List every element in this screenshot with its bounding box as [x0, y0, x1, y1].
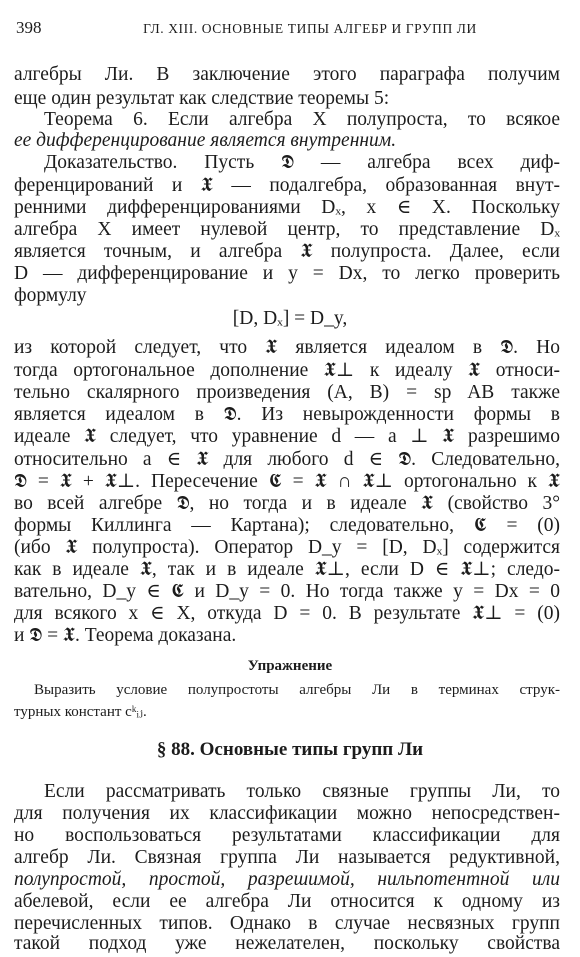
text-line: из которой следует, что 𝖃 является идеалом в 𝕯. Но	[14, 337, 560, 358]
text-line: ференцирований и 𝖃 — подалгебра, образованная внут-	[14, 175, 560, 196]
theorem-line: ее дифференцирование является внутренним.	[14, 130, 397, 151]
exercise-line: Выразить условие полупростоты алгебры Ли в терминах струк-	[34, 682, 560, 698]
text-line: такой подход уже нежелателен, поскольку свойства	[14, 933, 560, 954]
text-line: 𝕯 = 𝖃 + 𝖃⊥. Пересечение 𝕮 = 𝖃 ∩ 𝖃⊥ ортогонально к 𝖃	[14, 471, 560, 492]
text-line: является идеалом в 𝕯. Из невырожденности формы в	[14, 404, 560, 425]
section-title: § 88. Основные типы групп Ли	[156, 739, 424, 760]
page-header	[16, 18, 564, 40]
page-number: 398	[16, 18, 42, 37]
text-line: является точным, и алгебра 𝖃 полупроста. Далее, если	[14, 241, 560, 262]
text-line: вательно, D_y ∈ 𝕮 и D_y = 0. Но тогда также y = Dx = 0	[14, 581, 560, 602]
exercise-line: турных констант cᵏᵢⱼ.	[14, 704, 147, 720]
text-line: алгебра X имеет нулевой центр, то представление Dₓ	[14, 219, 560, 240]
text-line: полупростой, простой, разрешимой, нильпотентной или	[14, 869, 560, 890]
text-line: и 𝕯 = 𝖃. Теорема доказана.	[14, 625, 237, 646]
running-head: ГЛ. XIII. ОСНОВНЫЕ ТИПЫ АЛГЕБР И ГРУПП ЛИ	[143, 21, 477, 36]
text-line: формы Киллинга — Картана); следовательно, 𝕮 = (0)	[14, 515, 560, 536]
formula: [D, Dₓ] = D_y,	[232, 308, 348, 329]
text-line: но воспользоваться результатами классификации для	[14, 825, 560, 846]
text-line: как в идеале 𝖃, так и в идеале 𝖃⊥, если D ∈ 𝖃⊥; следо-	[14, 559, 560, 580]
text-line: тогда ортогональное дополнение 𝖃⊥ к идеалу 𝖃 относи-	[14, 360, 560, 381]
exercise-title: Упражнение	[247, 658, 333, 674]
text-line: формулу	[14, 285, 87, 306]
text-line: алгебр Ли. Связная группа Ли называется редуктивной,	[14, 847, 560, 868]
text-line: для получения их классификации можно непосредствен-	[14, 803, 560, 824]
text-line: абелевой, если ее алгебра Ли относится к одному из	[14, 891, 560, 912]
text-line: идеале 𝖃 следует, что уравнение d — a ⊥ 𝖃 разрешимо	[14, 426, 560, 447]
text-line: перечисленных типов. Однако в случае несвязных групп	[14, 913, 560, 934]
text-line: еще один результат как следствие теоремы 5:	[14, 88, 390, 109]
theorem-line: Теорема 6. Если алгебра X полупроста, то всякое	[44, 109, 560, 130]
text-line: Если рассматривать только связные группы Ли, то	[44, 781, 560, 802]
text-line: (ибо 𝖃 полупроста). Оператор D_y = [D, Dₓ] содержится	[14, 537, 560, 558]
text-line: тельно скалярного произведения (A, B) = sp AB также	[14, 382, 560, 403]
text-line: для всякого x ∈ X, откуда D = 0. В результате 𝖃⊥ = (0)	[14, 603, 560, 624]
text-line: во всей алгебре 𝕯, но тогда и в идеале 𝖃 (свойство 3°	[14, 493, 560, 514]
text-line: ренними дифференцированиями Dₓ, x ∈ X. Поскольку	[14, 197, 560, 218]
proof-line: Доказательство. Пусть 𝕯 — алгебра всех диф-	[44, 152, 560, 173]
text-line: алгебры Ли. В заключение этого параграфа получим	[14, 64, 560, 85]
text-line: относительно a ∈ 𝖃 для любого d ∈ 𝕯. Следовательно,	[14, 449, 560, 470]
text-line: D — дифференцирование и y = Dx, то легко проверить	[14, 263, 560, 284]
